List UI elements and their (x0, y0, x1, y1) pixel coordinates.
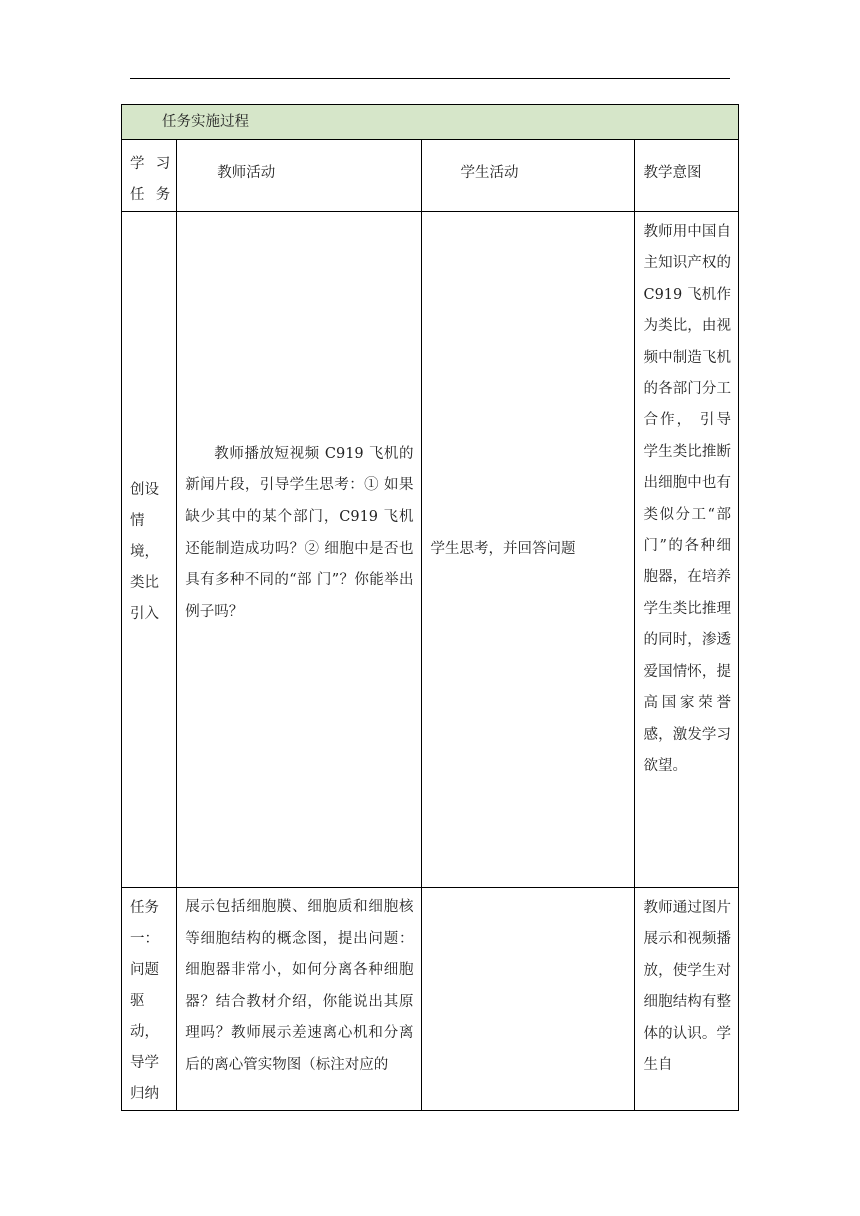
table-row (122, 212, 739, 888)
teacher-cell (177, 212, 422, 888)
table-row (122, 888, 739, 1111)
task-text: 创设情境，类比引入 (130, 481, 159, 622)
teacher-text: 教师播放短视频 C919 飞机的新闻片段，引导学生思考：① 如果缺少其中的某个部门，C919 飞机还能制造成功吗？② 细胞中是否也具有多种不同的“部 门”？你能举出例子吗？ (185, 445, 414, 620)
task-text: 任务一：问题驱动，导学归纳 (130, 900, 159, 1102)
teacher-text: 展示包括细胞膜、细胞质和细胞核等细胞结构的概念图，提出问题：细胞器非常小，如何分离各种细胞器？结合教材介绍，你能说出其原理吗？教师展示差速离心机和分离后的离心管实物图（标注对应的 (185, 899, 414, 1073)
intent-text: 教师通过图片展示和视频播放，使学生对细胞结构有整体的认识。学生自 (643, 900, 731, 1074)
lesson-plan-table (121, 104, 739, 1111)
header-rule (130, 78, 730, 79)
header-teacher (177, 140, 422, 212)
student-cell (422, 888, 635, 1111)
header-intent (635, 140, 739, 212)
table-header-row (122, 140, 739, 212)
teacher-cell (177, 888, 422, 1111)
header-intent-label: 教学意图 (643, 165, 702, 181)
header-task (122, 140, 177, 212)
intent-cell (635, 888, 739, 1111)
header-student (422, 140, 635, 212)
table-title-cell (122, 105, 739, 140)
table-title: 任务实施过程 (162, 114, 249, 130)
header-teacher-label: 教师活动 (217, 165, 276, 181)
student-cell (422, 212, 635, 888)
intent-text: 教师用中国自主知识产权的 C919 飞机作为类比，由视频中制造飞机的各部门分工合作， 引导学生类比推断出细胞中也有类似分工“部门”的各种细胞器，在培养学生类比推理的同时，渗透爱国情怀，提高国家荣誉感，激发学习欲望。 (643, 224, 731, 774)
task-cell (122, 212, 177, 888)
header-task-label: 学 习 任务 (130, 156, 171, 203)
header-student-label: 学生活动 (460, 165, 519, 181)
task-cell (122, 888, 177, 1111)
student-text: 学生思考，并回答问题 (430, 541, 576, 557)
intent-cell (635, 212, 739, 888)
